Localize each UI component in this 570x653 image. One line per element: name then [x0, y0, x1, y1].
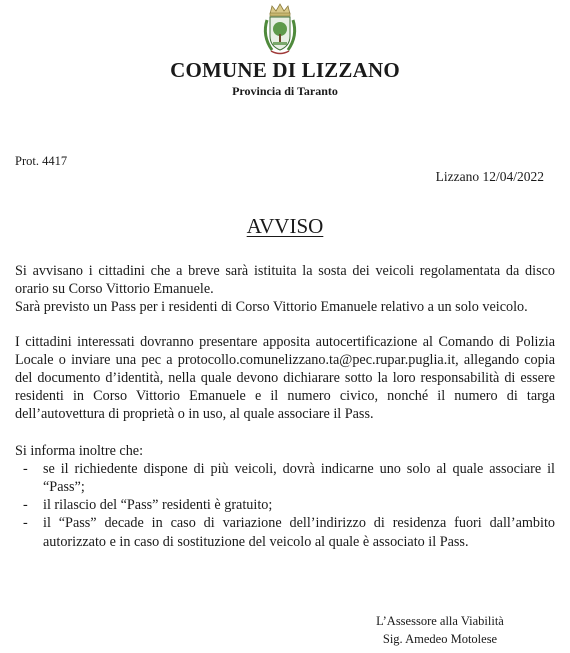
paragraph-2: Sarà previsto un Pass per i residenti di Corso Vittorio Emanuele relativo a un solo veicolo. — [15, 299, 528, 316]
notice-heading-text: AVVISO — [246, 214, 324, 238]
signatory-name: Sig. Amedeo Motolese — [382, 632, 498, 646]
municipality-title: COMUNE DI LIZZANO — [170, 58, 400, 82]
notice-body — [15, 262, 555, 551]
signature-block — [340, 612, 540, 648]
signatory-role: L’Assessore alla Viabilità — [376, 614, 504, 628]
list-item-text: il “Pass” decade in caso di variazione dell’indirizzo di residenza fuori dall’ambito autorizzato e in caso di sostituzione del veicolo al quale è associato il Pass. — [43, 515, 555, 550]
municipal-crest-icon — [258, 2, 302, 58]
province-subtitle: Provincia di Taranto — [232, 84, 338, 98]
place-date: Lizzano 12/04/2022 — [435, 169, 544, 184]
list-item — [15, 460, 555, 496]
protocol-number: Prot. 4417 — [15, 154, 68, 168]
notice-heading — [0, 214, 570, 239]
list-item — [15, 496, 555, 514]
list-item — [15, 514, 555, 550]
list-intro: Si informa inoltre che: — [15, 442, 144, 459]
paragraph-3: I cittadini interessati dovranno presentare apposita autocertificazione al Comando di Polizia Locale o inviare una pec a protocollo.comunelizzano.ta@pec.rupar.puglia.it, allegando copia del documento d’identità, nella quale devono dichiarare sotto la loro responsabilità di essere residenti in Corso Vittorio Emanuele e il numero civico, nonché il numero di targa dell’autovettura di proprietà o in uso, al quale associare il Pass. — [15, 333, 555, 423]
list-marker: - — [23, 460, 28, 477]
list-item-text: il rilascio del “Pass” residenti è gratuito; — [43, 497, 273, 514]
list-marker: - — [23, 515, 28, 532]
list-marker: - — [23, 497, 28, 514]
info-list — [15, 460, 555, 551]
paragraph-1: Si avvisano i cittadini che a breve sarà istituita la sosta dei veicoli regolamentata da disco orario su Corso Vittorio Emanuele. — [15, 263, 555, 298]
list-item-text: se il richiedente dispone di più veicoli, dovrà indicarne uno solo al quale associare il “Pass”; — [43, 460, 555, 496]
